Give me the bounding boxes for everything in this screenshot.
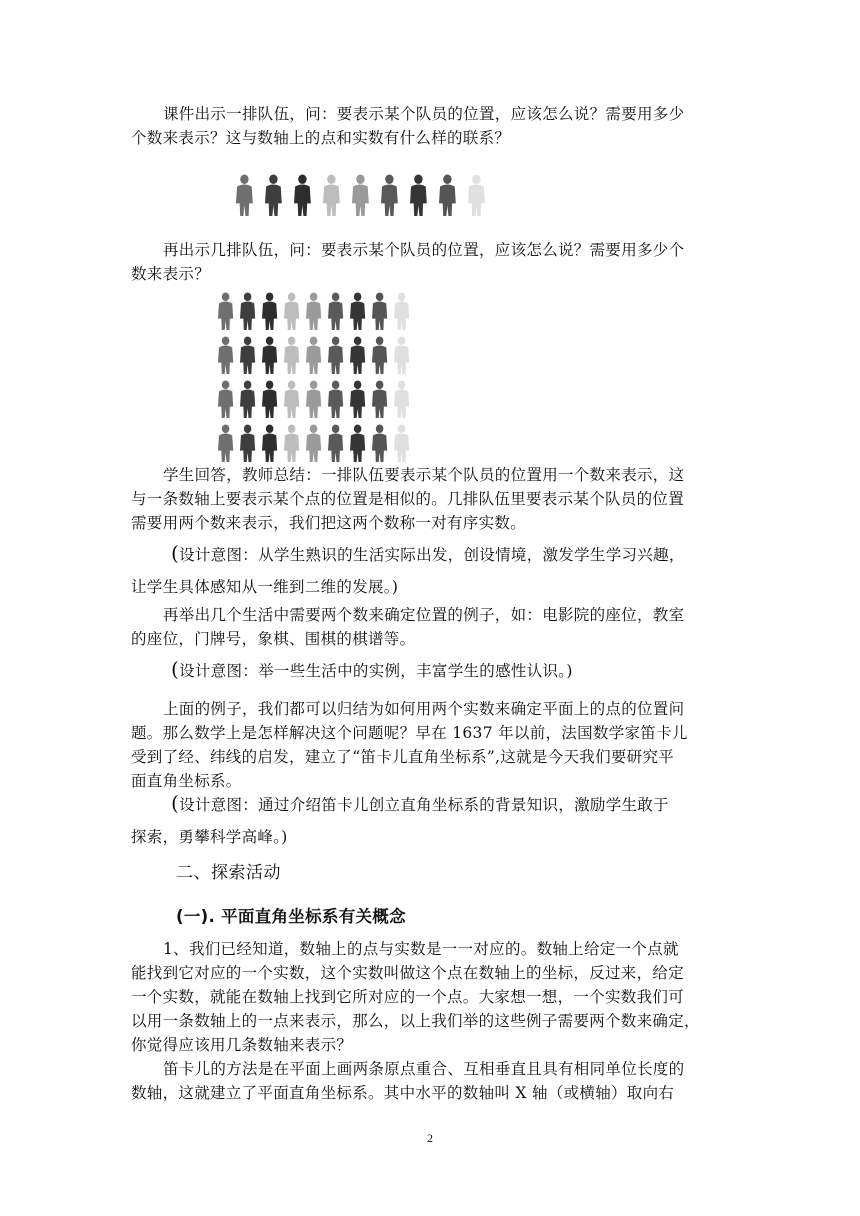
text-line: 再出示几排队伍，问：要表示某个队员的位置，应该怎么说？需要用多少个 xyxy=(163,241,685,259)
text-line: 的座位，门牌号，象棋、围棋的棋谱等。 xyxy=(131,630,416,648)
row-of-people-illustration xyxy=(232,170,498,220)
open-paren: ( xyxy=(171,791,180,815)
person-icon xyxy=(350,292,365,330)
text-line: 数来表示？ xyxy=(131,265,211,283)
person-icon xyxy=(218,380,233,418)
person-icon xyxy=(240,380,255,418)
paragraph-intro xyxy=(131,102,731,150)
section-heading: 二、探索活动 xyxy=(176,863,281,883)
text-line: 笛卡儿的方法是在平面上画两条原点重合、互相垂直且具有相同单位长度的 xyxy=(163,1060,685,1078)
person-icon xyxy=(306,424,321,462)
text-line: 设计意图：从学生熟识的生活实际出发，创设情境，激发学生学习兴趣， xyxy=(179,546,685,564)
person-icon xyxy=(394,292,409,330)
person-icon xyxy=(236,175,253,216)
person-icon xyxy=(306,336,321,374)
text-line: 探索，勇攀科学高峰。) xyxy=(131,828,288,846)
text-line: 让学生具体感知从一维到二维的发展。) xyxy=(131,578,399,596)
person-icon xyxy=(218,292,233,330)
text-line: 受到了经、纬线的启发，建立了“笛卡儿直角坐标系”,这就是今天我们要研究平 xyxy=(131,748,675,766)
person-icon xyxy=(350,380,365,418)
person-icon xyxy=(372,336,387,374)
person-icon xyxy=(328,292,343,330)
person-icon xyxy=(306,380,321,418)
text-line: 数轴，这就建立了平面直角坐标系。其中水平的数轴叫 X 轴（或横轴）取向右 xyxy=(131,1084,675,1102)
page-number: 2 xyxy=(427,1131,433,1145)
person-icon xyxy=(394,380,409,418)
person-icon xyxy=(262,380,277,418)
person-icon xyxy=(240,292,255,330)
person-icon xyxy=(323,175,340,216)
text-line: 与一条数轴上要表示某个点的位置是相似的。几排队伍里要表示某个队员的位置 xyxy=(131,490,685,508)
text-line: 再举出几个生活中需要两个数来确定位置的例子，如：电影院的座位，教室 xyxy=(163,606,685,624)
text-line: 学生回答，教师总结：一排队伍要表示某个队员的位置用一个数来表示，这 xyxy=(163,466,685,484)
text-line: 个数来表示？这与数轴上的点和实数有什么样的联系？ xyxy=(131,129,511,147)
person-icon xyxy=(218,336,233,374)
person-icon xyxy=(372,424,387,462)
person-icon xyxy=(372,292,387,330)
text-line: 能找到它对应的一个实数，这个实数叫做这个点在数轴上的坐标，反过来，给定 xyxy=(131,964,685,982)
text-line: 1、我们已经知道，数轴上的点与实数是一一对应的。数轴上给定一个点就 xyxy=(163,940,679,958)
paragraph-number-line xyxy=(131,937,731,1057)
person-icon xyxy=(394,336,409,374)
person-icon xyxy=(350,424,365,462)
person-icon xyxy=(262,424,277,462)
design-note-2 xyxy=(131,659,731,683)
person-icon xyxy=(218,424,233,462)
text-line: 题。那么数学上是怎样解决这个问题呢？早在 1637 年以前，法国数学家笛卡儿 xyxy=(131,724,688,742)
person-icon xyxy=(394,424,409,462)
person-icon xyxy=(262,336,277,374)
open-paren: ( xyxy=(171,541,180,565)
text-line: 以用一条数轴上的一点来表示，那么，以上我们举的这些例子需要两个数来确定， xyxy=(131,1012,700,1030)
text-line: 需要用两个数来表示，我们把这两个数称一对有序实数。 xyxy=(131,514,527,532)
text-line: 设计意图：举一些生活中的实例，丰富学生的感性认识。) xyxy=(179,662,573,680)
person-icon xyxy=(262,292,277,330)
design-note-1 xyxy=(131,543,731,599)
person-icon xyxy=(328,380,343,418)
person-icon xyxy=(381,175,398,216)
text-line: 课件出示一排队伍，问：要表示某个队员的位置，应该怎么说？需要用多少 xyxy=(163,105,685,123)
paragraph-examples xyxy=(131,603,731,651)
person-icon xyxy=(284,380,299,418)
person-icon xyxy=(306,292,321,330)
text-line: 面直角坐标系。 xyxy=(131,772,242,790)
paragraph-rows xyxy=(131,238,731,286)
person-icon xyxy=(328,424,343,462)
person-icon xyxy=(265,175,282,216)
text-line: 你觉得应该用几条数轴来表示？ xyxy=(131,1036,353,1054)
paragraph-coordinate-system xyxy=(131,1057,731,1105)
person-icon xyxy=(328,336,343,374)
person-icon xyxy=(352,175,369,216)
person-icon xyxy=(284,424,299,462)
person-icon xyxy=(350,336,365,374)
person-icon xyxy=(439,175,456,216)
person-icon xyxy=(294,175,311,216)
text-line: 设计意图：通过介绍笛卡儿创立直角坐标系的背景知识，激励学生敢于 xyxy=(179,796,669,814)
person-icon xyxy=(240,424,255,462)
text-line: 上面的例子，我们都可以归结为如何用两个实数来确定平面上的点的位置问 xyxy=(163,700,685,718)
text-line: 一个实数，就能在数轴上找到它所对应的一个点。大家想一想，一个实数我们可 xyxy=(131,988,685,1006)
open-paren: ( xyxy=(171,657,180,681)
person-icon xyxy=(468,175,485,216)
subsection-heading: (一). 平面直角坐标系有关概念 xyxy=(176,907,406,926)
person-icon xyxy=(410,175,427,216)
person-icon xyxy=(240,336,255,374)
person-icon xyxy=(284,292,299,330)
person-icon xyxy=(372,380,387,418)
paragraph-descartes xyxy=(131,697,731,793)
rows-of-people-illustration xyxy=(214,290,420,466)
design-note-3 xyxy=(131,793,731,849)
person-icon xyxy=(284,336,299,374)
paragraph-summary xyxy=(131,463,731,535)
